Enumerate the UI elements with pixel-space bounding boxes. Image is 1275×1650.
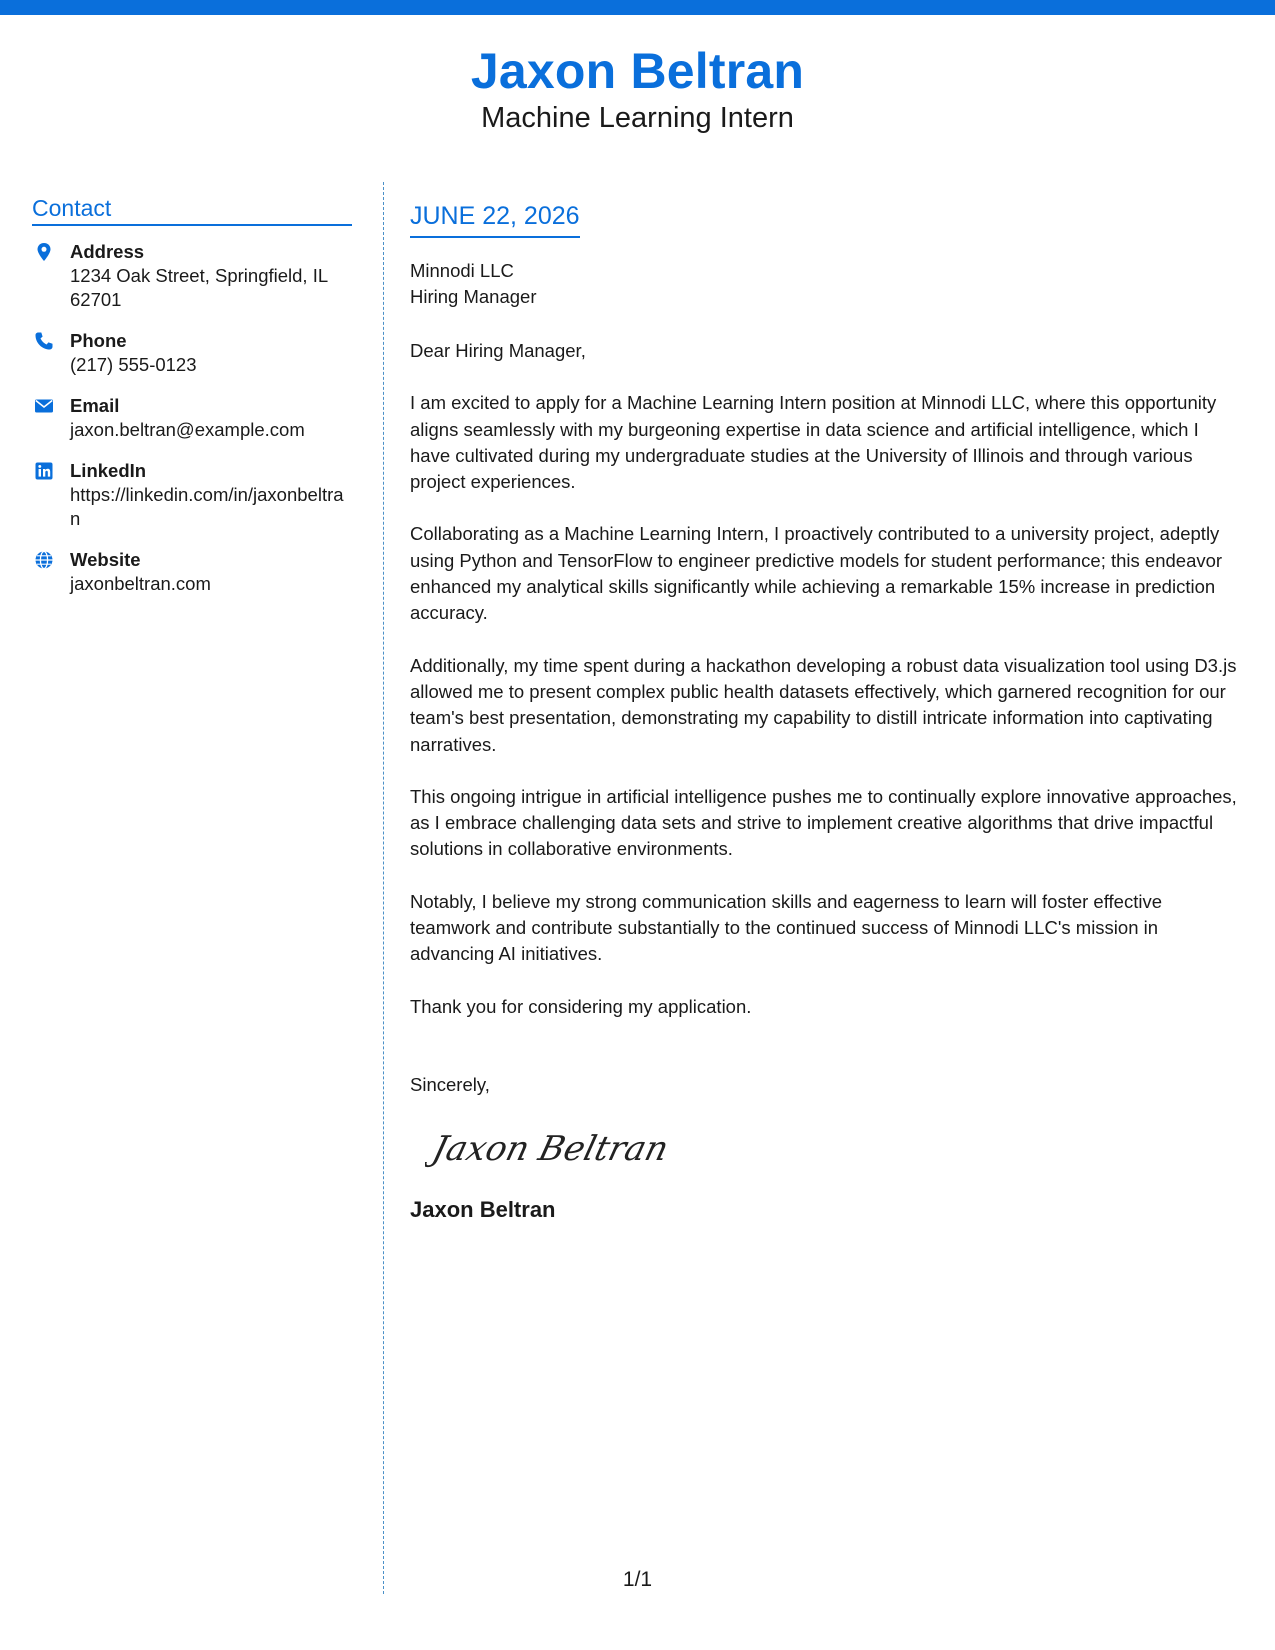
globe-icon: [34, 550, 54, 570]
contact-label: Email: [70, 395, 120, 416]
recipient-title: Hiring Manager: [410, 286, 537, 307]
signer-name: Jaxon Beltran: [410, 1196, 556, 1222]
contact-website: [32, 548, 352, 596]
phone-icon: [34, 331, 54, 351]
recipient-company: Minnodi LLC: [410, 260, 514, 281]
candidate-name: Jaxon Beltran: [470, 43, 805, 99]
contact-label: LinkedIn: [70, 460, 147, 481]
contact-address: [32, 240, 352, 312]
contact-linkedin: [32, 459, 352, 531]
closing: Sincerely,: [410, 1073, 490, 1095]
contact-label: Website: [70, 549, 141, 570]
contact-list: [32, 240, 352, 596]
contact-phone: [32, 329, 352, 377]
paragraph: Additionally, my time spent during a hackathon developing a robust data visualization tool using D3.js allowed me to present complex public health datasets effectively, which garnered recognition for our team's best presentation, demonstrating my capability to distill intricate information into captivating narratives.: [410, 654, 1237, 755]
address-value: 1234 Oak Street, Springfield, IL 62701: [70, 265, 328, 310]
contact-label: Phone: [70, 330, 127, 351]
paragraph: Notably, I believe my strong communication skills and eagerness to learn will foster effective teamwork and contribute substantially to the continued success of Minnodi LLC's mission in advancing AI initiatives.: [410, 890, 1162, 965]
page-number: 1/1: [622, 1568, 653, 1591]
website-value[interactable]: jaxonbeltran.com: [70, 573, 211, 594]
signature-text: Jaxon Beltran: [428, 1129, 673, 1170]
contact-heading: Contact: [32, 194, 352, 226]
contact-sidebar: [32, 194, 352, 613]
envelope-icon: [34, 396, 54, 416]
column-divider: [383, 182, 384, 1594]
paragraph: Collaborating as a Machine Learning Intern, I proactively contributed to a university project, adeptly using Python and TensorFlow to engineer predictive models for student performance; this endeavor enhanced my analytical skills significantly while achieving a remarkable 15% increase in prediction accuracy.: [410, 523, 1223, 624]
linkedin-icon: [34, 461, 54, 481]
letter-body: [410, 200, 1240, 1224]
paragraph: Thank you for considering my application.: [410, 995, 752, 1017]
signature-image: [425, 1118, 685, 1178]
job-title: Machine Learning Intern: [481, 102, 794, 134]
top-accent-bar: [0, 0, 1275, 15]
linkedin-value[interactable]: https://linkedin.com/in/jaxonbeltran: [70, 484, 344, 529]
paragraph: I am excited to apply for a Machine Learning Intern position at Minnodi LLC, where this opportunity aligns seamlessly with my burgeoning expertise in data science and artificial intelligence, which I have cultivated during my undergraduate studies at the University of Illinois and through various project experiences.: [410, 392, 1217, 493]
contact-email: [32, 394, 352, 442]
letter-date: JUNE 22, 2026: [410, 200, 580, 238]
phone-value: (217) 555-0123: [70, 354, 197, 375]
recipient-block: [410, 258, 1240, 310]
contact-label: Address: [70, 241, 145, 262]
email-value[interactable]: jaxon.beltran@example.com: [70, 419, 305, 440]
salutation: Dear Hiring Manager,: [410, 340, 586, 361]
map-pin-icon: [34, 242, 54, 262]
header: [0, 40, 1275, 136]
paragraph: This ongoing intrigue in artificial intelligence pushes me to continually explore innovative approaches, as I embrace challenging data sets and strive to implement creative algorithms that drive impactful solutions in collaborative environments.: [410, 785, 1237, 860]
